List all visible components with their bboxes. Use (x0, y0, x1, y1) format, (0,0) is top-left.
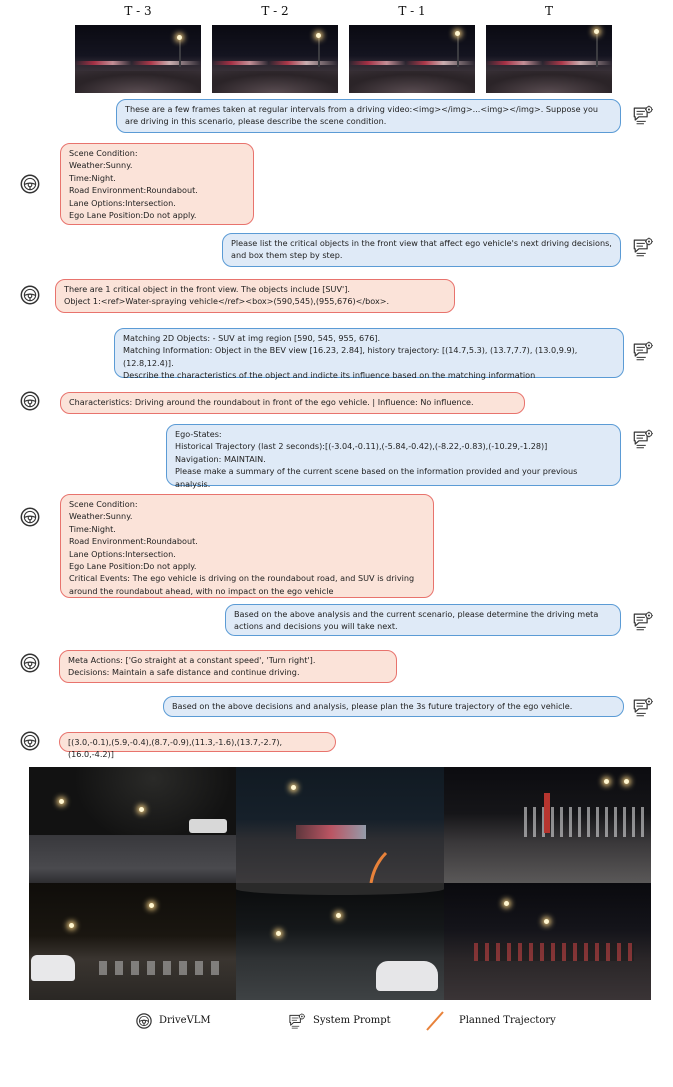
legend-planned-trajectory: Planned Trajectory (459, 1015, 556, 1026)
steering-wheel-icon (19, 506, 41, 528)
camera-front-left (29, 767, 236, 883)
drivevlm-response-bubble: Meta Actions: ['Go straight at a constant speed', 'Turn right']. Decisions: Maintain a safe distance and continue driving. (59, 650, 397, 683)
prompt-document-gear-icon (632, 104, 654, 126)
system-prompt-bubble: These are a few frames taken at regular intervals from a driving video:<img></img>...<img></img>. Suppose you are driving in this scenario, please describe the scene condition. (116, 99, 621, 133)
frame-thumbnail-t-1 (349, 25, 475, 93)
system-prompt-bubble: Matching 2D Objects: - SUV at img region [590, 545, 955, 676]. Matching Information: Object in the BEV view [16.23, 2.84], history trajectory: [(14.7,5.3), (13.7,7.7), (13.0,9.9), (12.8,12.4)]. Describe the characteristics of the object and indicte its influence based on the matching information (114, 328, 624, 378)
camera-back (236, 883, 444, 1000)
prompt-document-gear-icon (288, 1012, 306, 1030)
frame-label-t: T (544, 4, 553, 18)
steering-wheel-icon (19, 390, 41, 412)
trajectory-legend-line-icon (425, 1010, 445, 1032)
frame-thumbnail-t-2 (212, 25, 338, 93)
steering-wheel-icon (135, 1012, 153, 1030)
frame-label-t-3: T - 3 (124, 4, 152, 18)
system-prompt-bubble: Please list the critical objects in the front view that affect ego vehicle's next driving decisions, and box them step by step. (222, 233, 621, 267)
camera-front (236, 767, 444, 883)
legend-system-prompt: System Prompt (313, 1015, 391, 1026)
frame-thumbnail-t-3 (75, 25, 201, 93)
steering-wheel-icon (19, 284, 41, 306)
drivevlm-response-bubble: There are 1 critical object in the front view. The objects include [SUV']. Object 1:<ref>Water-spraying vehicle</ref><box>(590,545),(955,676)</box>. (55, 279, 455, 313)
camera-back-left (29, 883, 236, 1000)
prompt-document-gear-icon (632, 236, 654, 258)
planned-trajectory-line (236, 767, 444, 883)
system-prompt-bubble: Ego-States: Historical Trajectory (last 2 seconds):[(-3.04,-0.11),(-5.84,-0.42),(-8.22,-0.83),(-10.29,-1.28)] Navigation: MAINTAIN. Please make a summary of the current scene based on the information provided and your previous analysis. (166, 424, 621, 486)
frame-thumbnail-t (486, 25, 612, 93)
drivevlm-response-bubble: Scene Condition: Weather:Sunny. Time:Night. Road Environment:Roundabout. Lane Options:Intersection. Ego Lane Position:Do not apply. (60, 143, 254, 225)
legend-drivevlm: DriveVLM (159, 1015, 211, 1026)
drivevlm-response-bubble: [(3.0,-0.1),(5.9,-0.4),(8.7,-0.9),(11.3,-1.6),(13.7,-2.7),(16.0,-4.2)] (59, 732, 336, 752)
drivevlm-response-bubble: Scene Condition: Weather:Sunny. Time:Night. Road Environment:Roundabout. Lane Options:Intersection. Ego Lane Position:Do not apply. Critical Events: The ego vehicle is driving on the roundabout road, and SUV is driving around the roundabout ahead, with no impact on the ego vehicle (60, 494, 434, 598)
drivevlm-response-bubble: Characteristics: Driving around the roundabout in front of the ego vehicle. | Influence: No influence. (60, 392, 525, 414)
steering-wheel-icon (19, 652, 41, 674)
prompt-document-gear-icon (632, 610, 654, 632)
steering-wheel-icon (19, 730, 41, 752)
camera-back-right (444, 883, 651, 1000)
steering-wheel-icon (19, 173, 41, 195)
frame-label-t-2: T - 2 (261, 4, 289, 18)
frame-label-t-1: T - 1 (398, 4, 426, 18)
prompt-document-gear-icon (632, 696, 654, 718)
surround-camera-grid (29, 767, 651, 1000)
camera-front-right (444, 767, 651, 883)
prompt-document-gear-icon (632, 340, 654, 362)
system-prompt-bubble: Based on the above analysis and the current scenario, please determine the driving meta actions and decisions you will take next. (225, 604, 621, 636)
prompt-document-gear-icon (632, 428, 654, 450)
system-prompt-bubble: Based on the above decisions and analysis, please plan the 3s future trajectory of the ego vehicle. (163, 696, 624, 717)
